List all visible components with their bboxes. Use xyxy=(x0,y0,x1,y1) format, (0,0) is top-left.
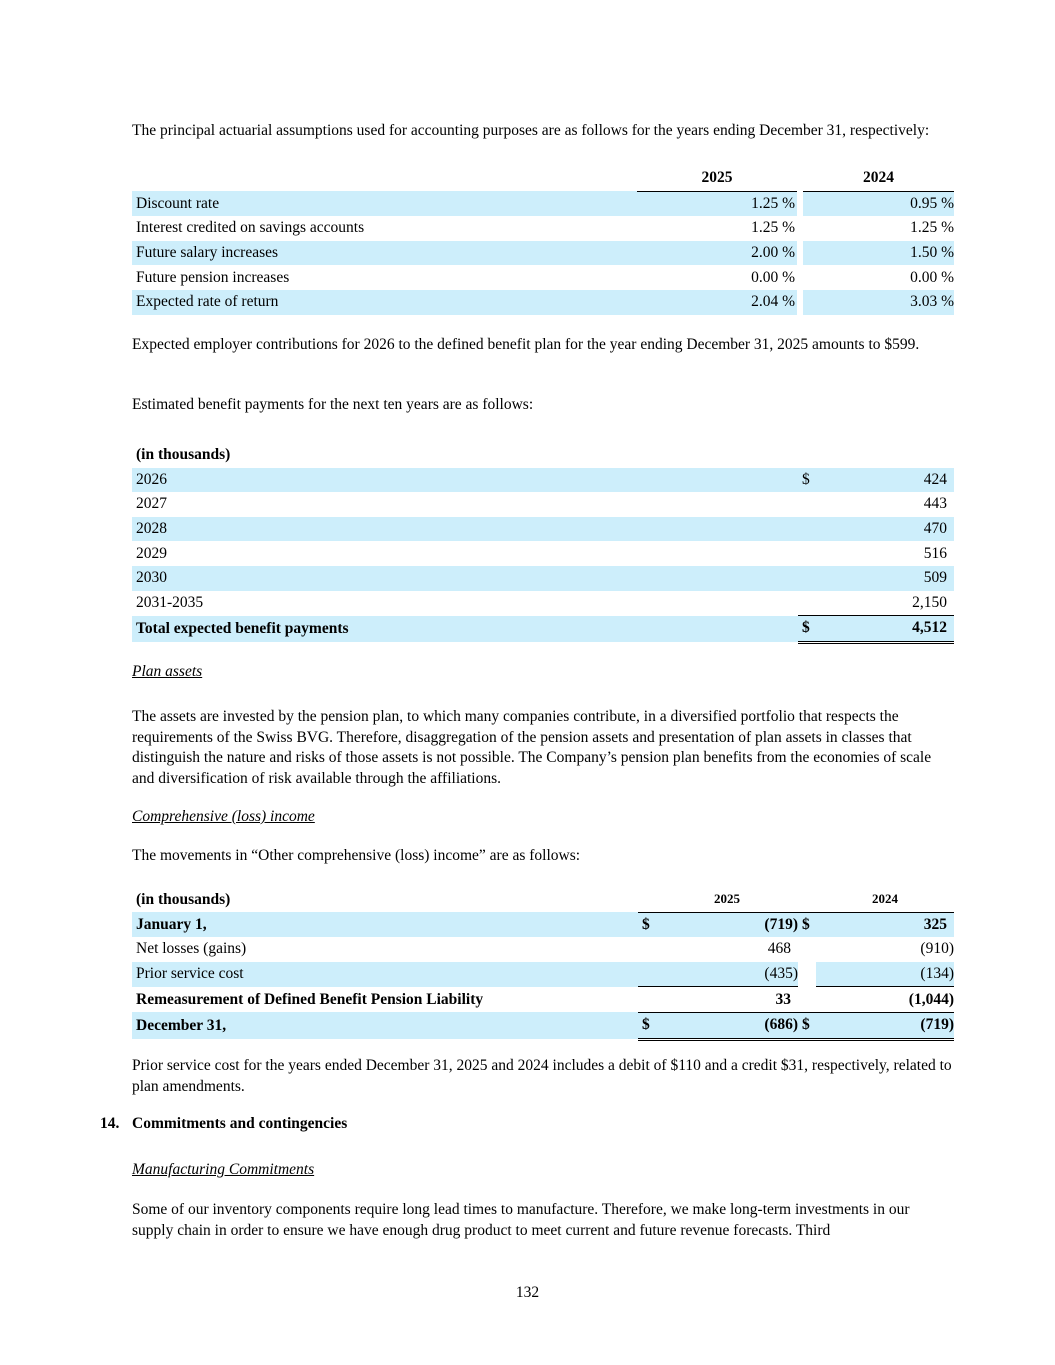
manufacturing-heading: Manufacturing Commitments xyxy=(132,1161,315,1178)
currency-symbol: $ xyxy=(638,912,656,937)
table-row xyxy=(132,517,954,542)
row-label: Interest credited on savings accounts xyxy=(136,219,365,237)
value-2024: 1.50 % xyxy=(803,241,954,266)
column-header-2024: 2024 xyxy=(803,166,954,191)
value-2024: 0.95 % xyxy=(803,191,954,216)
currency-symbol: $ xyxy=(798,1012,816,1039)
assumptions-header-row xyxy=(132,166,954,191)
value-2024: (134) xyxy=(816,962,954,987)
amount: 2,150 xyxy=(912,593,947,611)
benefit-header-row xyxy=(132,443,954,468)
row-label: Future salary increases xyxy=(132,241,637,266)
year-label: 2029 xyxy=(136,544,167,562)
plan-assets-paragraph: The assets are invested by the pension plan, to which many companies contribute, in a diversified portfolio that respects the requirements of the Swiss BVG. Therefore, disaggregation of the pension assets and presentation of plan assets in classes that distinguish the nature and risks of those assets is not possible. The Company’s pension plan benefits from the economies of scale and diversification of risk available through the affiliations. xyxy=(132,708,932,787)
manufacturing-paragraph: Some of our inventory components require long lead times to manufacture. Therefore, we make long-term investments in our supply chain in order to ensure we have enough drug product to meet current and future revenue forecasts. Third xyxy=(132,1201,910,1239)
total-row xyxy=(132,616,954,643)
table-row xyxy=(132,541,954,566)
oci-table xyxy=(132,887,954,1041)
value-2025: 1.25 % xyxy=(637,191,797,216)
table-row xyxy=(132,937,954,962)
row-label: December 31, xyxy=(132,1012,638,1039)
amount: 424 xyxy=(816,468,954,493)
year-label: 2026 xyxy=(132,468,798,493)
value-2025: 2.00 % xyxy=(637,241,797,266)
plan-assets-heading: Plan assets xyxy=(132,663,203,680)
value-2024: (1,044) xyxy=(908,990,954,1008)
year-label: 2028 xyxy=(132,517,798,542)
prior-service-paragraph: Prior service cost for the years ended December 31, 2025 and 2024 includes a debit of $110 and a credit $31, respectively, related to plan amendments. xyxy=(132,1057,952,1095)
year-label: 2030 xyxy=(132,566,798,591)
row-label: Expected rate of return xyxy=(132,290,637,315)
section-heading xyxy=(100,1114,348,1134)
row-label: January 1, xyxy=(132,912,638,937)
table-row xyxy=(132,987,954,1013)
currency-symbol: $ xyxy=(638,1012,656,1039)
row-label: Discount rate xyxy=(132,191,637,216)
value-2024: 325 xyxy=(816,912,954,937)
value-2025: (686) xyxy=(656,1012,798,1039)
row-label: Remeasurement of Defined Benefit Pension Liability xyxy=(136,990,484,1008)
amount: 516 xyxy=(923,544,947,562)
table-row xyxy=(132,912,954,937)
table-row xyxy=(132,591,954,616)
value-2025: 1.25 % xyxy=(751,219,795,237)
value-2025: (435) xyxy=(656,962,798,987)
table-row xyxy=(132,492,954,517)
total-label: Total expected benefit payments xyxy=(132,616,798,643)
page-number: 132 xyxy=(515,1284,540,1301)
table-row xyxy=(132,468,954,493)
table-row xyxy=(132,1012,954,1039)
value-2024: 3.03 % xyxy=(803,290,954,315)
value-2025: 468 xyxy=(767,940,791,958)
assumptions-table xyxy=(132,166,954,315)
table-row xyxy=(132,265,954,290)
section-title: Commitments and contingencies xyxy=(132,1115,348,1132)
benefit-intro: Estimated benefit payments for the next ten years are as follows: xyxy=(132,396,534,413)
value-2024: 0.00 % xyxy=(910,268,954,286)
value-2024: (910) xyxy=(920,940,954,958)
table-row xyxy=(132,216,954,241)
value-2024: 1.25 % xyxy=(910,219,954,237)
column-header-2025: 2025 xyxy=(656,887,798,912)
benefit-payments-table xyxy=(132,443,954,644)
column-header-2025: 2025 xyxy=(637,166,797,191)
contributions-paragraph: Expected employer contributions for 2026 to the defined benefit plan for the year ending December 31, 2025 amounts to $599. xyxy=(132,336,920,353)
value-2025: 0.00 % xyxy=(751,268,795,286)
value-2025: (719) xyxy=(656,912,798,937)
comprehensive-intro: The movements in “Other comprehensive (loss) income” are as follows: xyxy=(132,847,581,864)
value-2025: 33 xyxy=(775,990,791,1008)
column-header-2024: 2024 xyxy=(816,887,954,912)
value-2025: 2.04 % xyxy=(637,290,797,315)
currency-symbol: $ xyxy=(798,468,816,493)
oci-header-row xyxy=(132,887,954,912)
intro-paragraph: The principal actuarial assumptions used for accounting purposes are as follows for the years ending December 31, respectively: xyxy=(132,122,930,139)
total-amount: 4,512 xyxy=(816,616,954,643)
table-row xyxy=(132,191,954,216)
row-label: Net losses (gains) xyxy=(136,940,247,958)
currency-symbol: $ xyxy=(798,616,816,643)
value-2024: (719) xyxy=(816,1012,954,1039)
comprehensive-heading: Comprehensive (loss) income xyxy=(132,808,315,825)
in-thousands-label: (in thousands) xyxy=(136,446,231,464)
currency-symbol: $ xyxy=(798,912,816,937)
amount: 470 xyxy=(816,517,954,542)
amount: 443 xyxy=(923,495,947,513)
table-row xyxy=(132,962,954,987)
row-label: Prior service cost xyxy=(132,962,638,987)
table-row xyxy=(132,241,954,266)
table-row xyxy=(132,290,954,315)
year-label: 2031-2035 xyxy=(136,594,204,612)
in-thousands-label: (in thousands) xyxy=(136,890,231,908)
year-label: 2027 xyxy=(136,495,167,513)
row-label: Future pension increases xyxy=(136,268,290,286)
table-row xyxy=(132,566,954,591)
amount: 509 xyxy=(816,566,954,591)
section-number: 14. xyxy=(100,1115,120,1132)
